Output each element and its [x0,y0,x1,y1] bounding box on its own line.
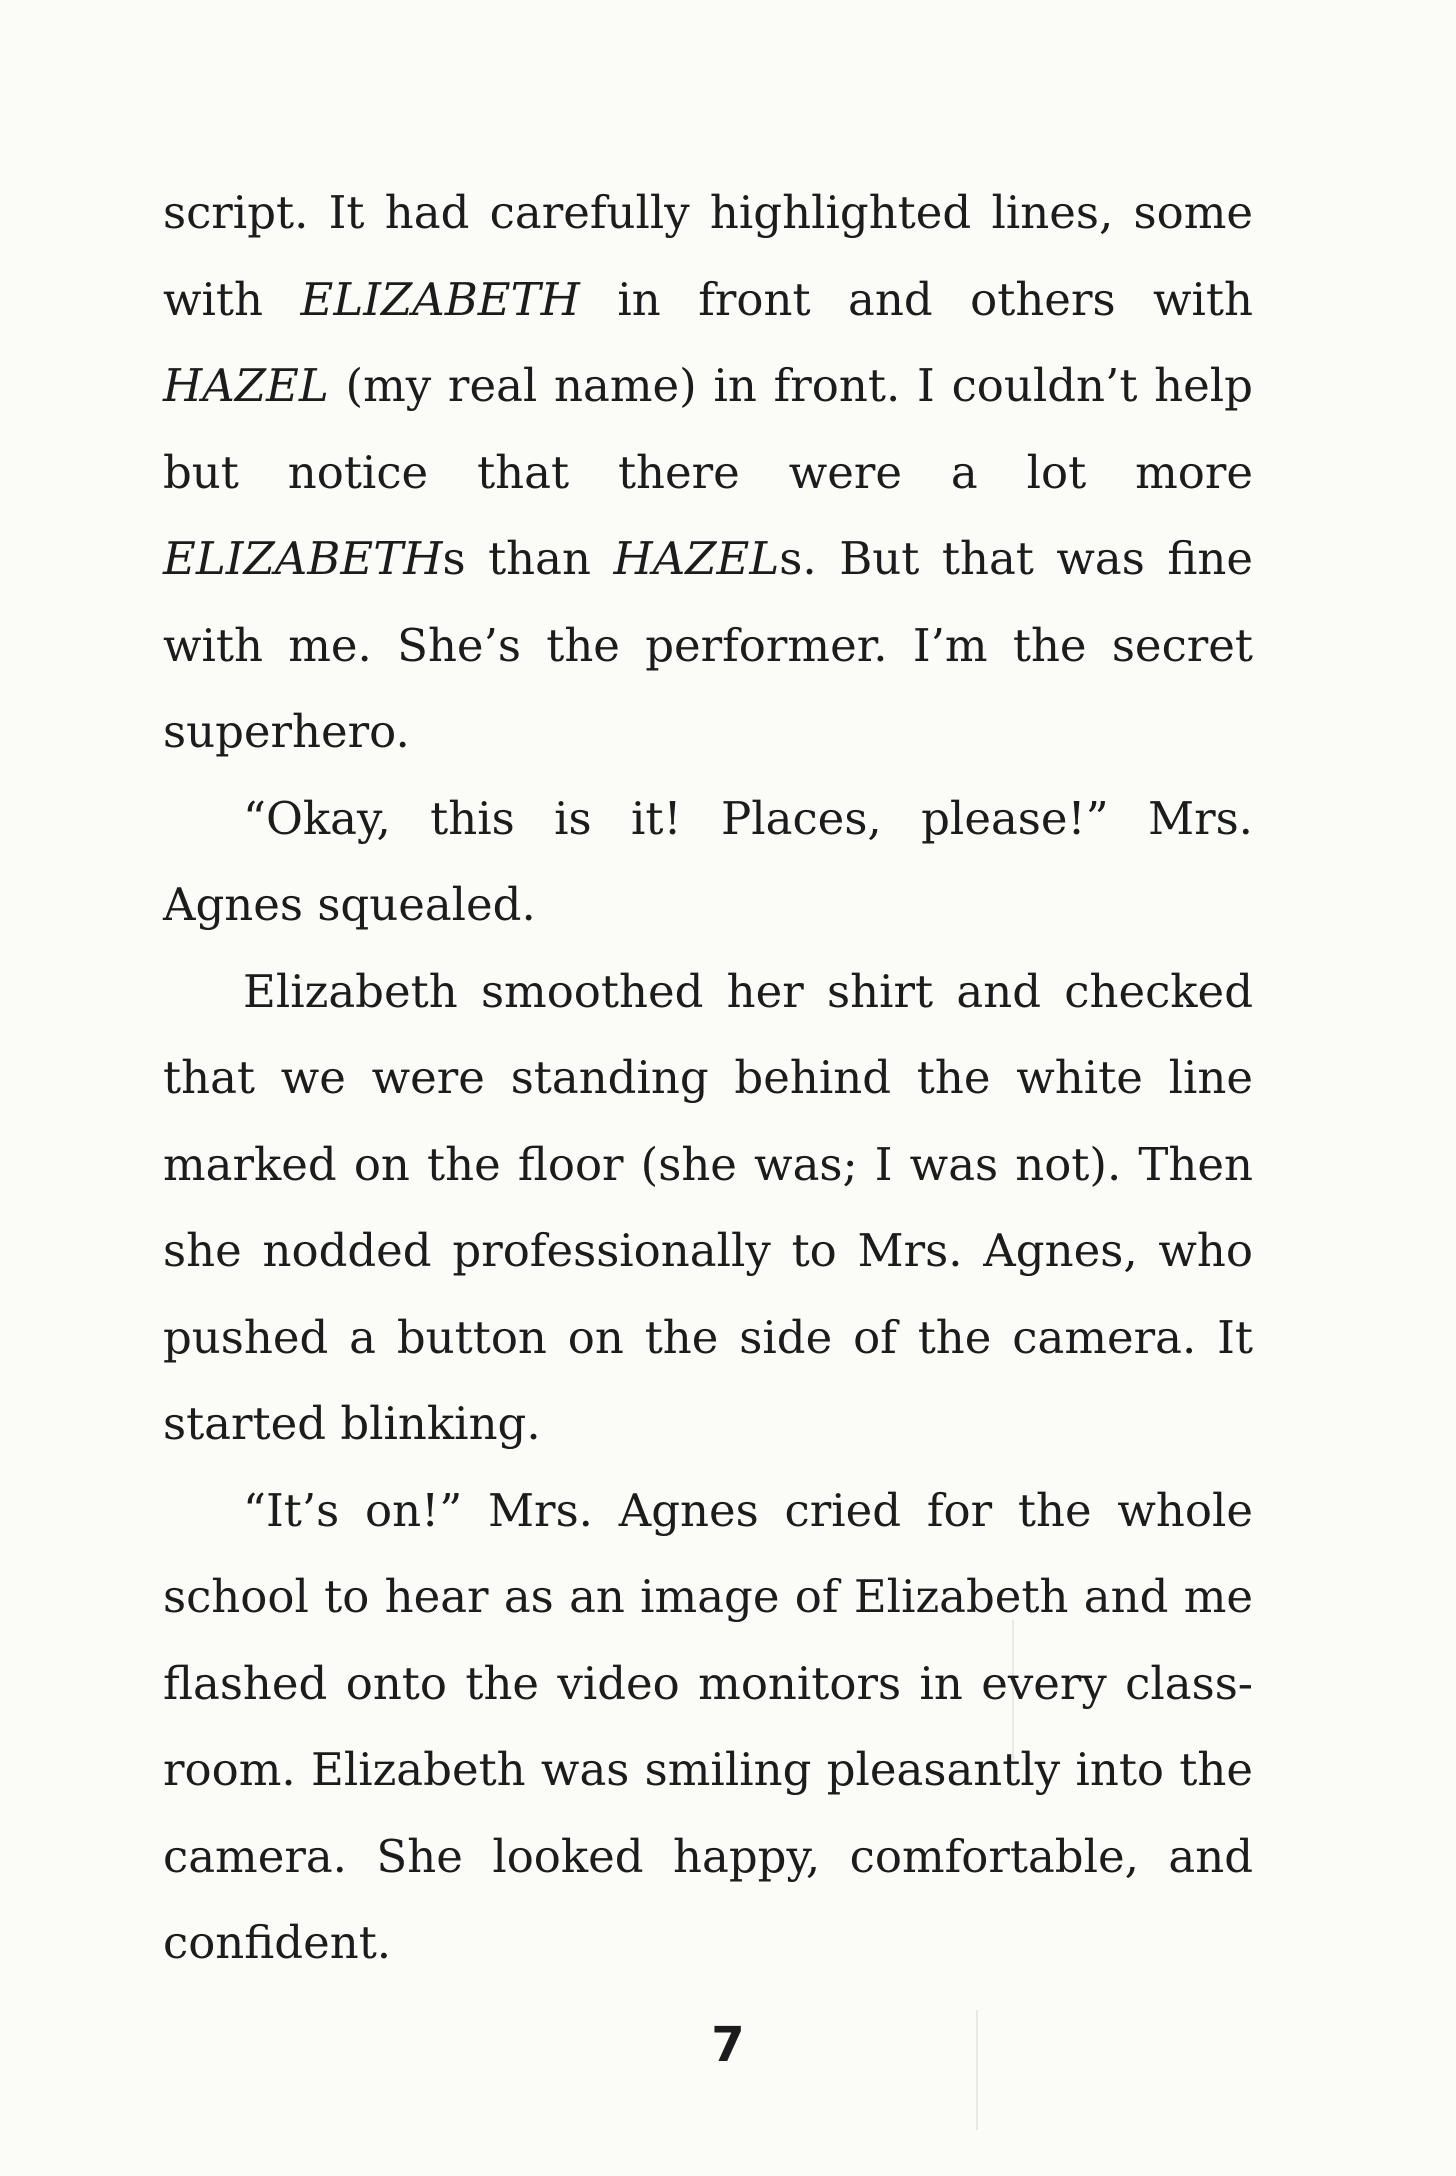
text-run: in front and others with [579,272,1253,326]
paragraph [163,1468,1253,1987]
italic-text: HAZEL [163,359,329,412]
body-text [163,170,1253,1987]
italic-text: ELIZABETH [163,532,443,585]
paragraph [163,170,1253,776]
italic-text: HAZEL [613,532,780,585]
page-number: 7 [711,2017,745,2073]
text-run: s than [442,532,614,585]
text-run: s. But that was fine with me. She’s the performer. I’m the secret superhero. [163,532,1254,758]
text-run: script. It had carefully highlighted lines, some with [163,186,1253,326]
text-run: Elizabeth smoothed her shirt and checked that we were standing behind the white line marked on the floor (she was; I was not). Then she nodded professionally to Mrs. Agnes, who pushed a button on the side of the camera. It started blinking. [163,964,1253,1450]
text-run: “It’s on!” Mrs. Agnes cried for the whole school to hear as an image of Elizabeth and me flashed onto the video monitors in every class-room. Elizabeth was smiling pleasantly into the camera. She looked happy, comfortable, and confident. [163,1483,1253,1969]
text-run: (my real name) in front. I couldn’t help but notice that there were a lot more [163,359,1253,499]
paragraph [163,949,1253,1468]
italic-text: ELIZABETH [300,272,580,326]
paragraph [163,776,1253,949]
text-run: “Okay, this is it! Places, please!” Mrs. Agnes squealed. [163,791,1253,931]
